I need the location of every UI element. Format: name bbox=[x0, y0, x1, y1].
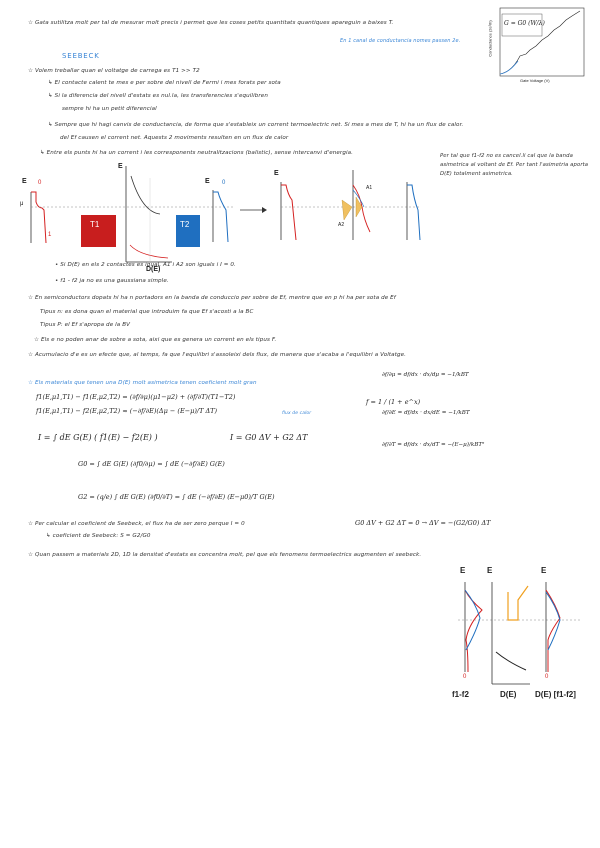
fermi-right-plot bbox=[213, 190, 228, 242]
note-line: ↳ Entre els punts hi ha un corrent i les corresponents neutralitzacions (balistic), sense intercanvi d'energia. bbox=[40, 150, 354, 156]
label-mu: μ bbox=[20, 201, 24, 207]
label-a1: A1 bbox=[366, 185, 373, 191]
label-bottom-zero2: 0 bbox=[545, 674, 549, 680]
note-intro: ☆ Gata sutilitza molt per tal de mesurar molt precis i permet que les coses petits quantitats quantiques apareguin a baixes T. bbox=[28, 20, 394, 26]
note-line: ↳ Sempre que hi hagi canvis de conductancia, de forma que s'estableix un corrent termoelectric net. Si mes a mes de T, hi ha un flux de calor. bbox=[48, 122, 464, 128]
note-line: ☆ Per calcular el coeficient de Seebeck, el flux ha de ser zero perque I = 0 bbox=[28, 521, 245, 527]
label-one-left: 1 bbox=[48, 232, 52, 238]
label-bottom-zero1: 0 bbox=[463, 674, 467, 680]
equation-current: I = ∫ dE G(E) ( f1(E) − f2(E) ) bbox=[38, 433, 158, 442]
note-line: ☆ En semiconductors dopats hi ha n portadors en la banda de conduccio per sobre de Ef, mentre que en p hi ha per sota de Ef bbox=[28, 295, 396, 301]
label-zero-left: 0 bbox=[38, 180, 42, 186]
note-line: ☆ Acumulacio d'e es un efecte que, al temps, fa que l'equilibri s'assoleixi dels flux, de manera que s'acaba a l'equilibri a Voltatge. bbox=[28, 352, 407, 358]
note-line: ↳ coeficient de Seebeck: S = G2/G0 bbox=[46, 533, 151, 539]
note-line: ↳ Si la diferencia del nivell d'estats es nul.la, les transferencies s'equilibren bbox=[48, 93, 268, 99]
equation-current-result: I = G0 ΔV + G2 ΔT bbox=[230, 433, 308, 442]
label-t1: T1 bbox=[90, 220, 100, 229]
section-title: SEEBECK bbox=[62, 52, 100, 60]
caption-de-f1-f2: D(E) [f1-f2] bbox=[535, 690, 576, 699]
bullet: • f1 - f2 ja no es una gaussiana simple. bbox=[55, 278, 169, 284]
note-intro-side: En 1 canal de conductancia nomes passen 2e. bbox=[340, 38, 461, 44]
equation-fermi: f = 1 / (1 + e^x) bbox=[366, 398, 421, 406]
note-line: ☆ Els e no poden anar de sobre a sota, aixi que es genera un corrent en els tipus F. bbox=[34, 337, 277, 343]
label-zero-right: 0 bbox=[222, 180, 226, 186]
label-de: D(E) bbox=[146, 266, 161, 273]
label-a2: A2 bbox=[338, 222, 345, 228]
flux-note: flux de calor bbox=[282, 411, 312, 416]
equation-seebeck: G0 ΔV + G2 ΔT = 0 → ΔV = −(G2/G0) ΔT bbox=[355, 519, 491, 527]
label-e-dos: E bbox=[118, 163, 123, 170]
note-line: ↳ El contacte calent te mes e per sobre del nivell de Fermi i mes forats per sota bbox=[48, 80, 281, 86]
label-e-diff: E bbox=[274, 170, 279, 177]
arrow-head bbox=[262, 207, 267, 213]
inset-xlabel: Gate Voltage (V) bbox=[520, 78, 550, 83]
label-e-left: E bbox=[22, 178, 27, 185]
note-line: ☆ Quan passem a materials 2D, 1D la densitat d'estats es concentra molt, pel que els fenomens termoelectrics augmenten el seebeck. bbox=[28, 552, 422, 558]
equation-expansion: f1(E,μ1,T1) − f1(E,μ2,T2) = (∂f/∂μ)(μ1−μ2) + (∂f/∂T)(T1−T2) bbox=[36, 393, 236, 401]
inset-ylabel: Conductance (2e²/h) bbox=[487, 20, 493, 57]
dos-plot bbox=[126, 166, 172, 262]
label-bottom-e1: E bbox=[460, 566, 466, 575]
label-e-right: E bbox=[205, 178, 210, 185]
note-line: Tipus n: es dona quan el material que introduim fa que Ef s'acosti a la BC bbox=[40, 309, 254, 315]
bottom-diagram bbox=[458, 582, 580, 684]
note-line: ☆ Els materials que tenen una D(E) molt asimetrica tenen coeficient molt gran bbox=[28, 380, 257, 386]
fermi-left-plot bbox=[31, 192, 46, 243]
note-line: sempre hi ha un petit diferencial bbox=[62, 106, 157, 112]
label-bottom-e3: E bbox=[541, 566, 547, 575]
note-line: ☆ Volem treballar quan el voltatge de carrega es T1 >> T2 bbox=[28, 68, 200, 74]
caption-f1-f2: f1-f2 bbox=[452, 690, 469, 699]
equation-dfde: ∂f/∂E = df/dx · dx/dE = −1/kBT bbox=[382, 410, 470, 416]
label-t2: T2 bbox=[180, 220, 190, 229]
equation-dfdt: ∂f/∂T = df/dx · dx/dT = −(E−μ)/kBT² bbox=[382, 442, 485, 448]
equation-g2: G2 = (q/e) ∫ dE G(E) (∂f0/∂T) = ∫ dE (−∂f/∂E) (E−μ0)/T G(E) bbox=[78, 493, 275, 501]
equation-approx: f1(E,μ1,T1) − f2(E,μ2,T2) ≈ (−∂f/∂E)(Δμ − (E−μ)/T ΔT) bbox=[36, 407, 218, 415]
bullet: • Si D(E) en els 2 contactes es igual, A1 i A2 son iguals i I = 0. bbox=[55, 262, 236, 268]
equation-g0: G0 = ∫ dE G(E) (∂f0/∂μ) = ∫ dE (−∂f/∂E) G(E) bbox=[78, 460, 225, 468]
caption-de: D(E) bbox=[500, 690, 517, 699]
equation-dfdmu: ∂f/∂μ = df/dx · dx/dμ = −1/kBT bbox=[382, 372, 469, 378]
inset-formula: G = G0 (W/λ) bbox=[504, 20, 545, 27]
side-note: Per tal que f1-f2 no es cancel.li cal que la banda asimetrica al voltant de Ef. Per tant l'asimetria aporta D(E) totalment asimetrica. bbox=[440, 153, 589, 177]
difference-diagram bbox=[281, 170, 420, 240]
note-line: Tipus P: el Ef s'apropa de la BV bbox=[40, 322, 131, 328]
note-line: del Ef causen el corrent net. Aquests 2 moviments resulten en un flux de calor bbox=[60, 135, 289, 141]
label-bottom-e2: E bbox=[487, 566, 493, 575]
